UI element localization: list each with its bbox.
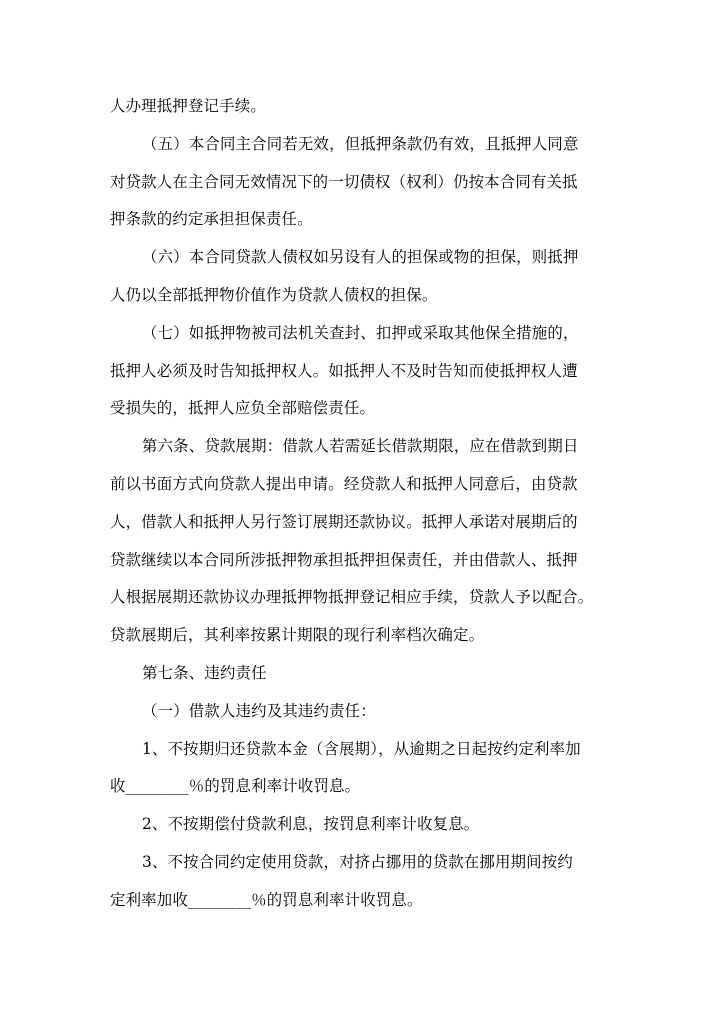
text-line: 2、不按期偿付贷款利息，按罚息利率计收复息。 xyxy=(142,815,480,834)
text-line: 贷款继续以本合同所涉抵押物承担抵押担保责任，并由借款人、抵押 xyxy=(110,550,578,569)
text-line: （一）借款人违约及其违约责任： xyxy=(142,701,376,720)
article-seven-heading xyxy=(110,655,615,693)
paragraph-clause-seven xyxy=(110,315,615,428)
text-line: 受损失的，抵押人应负全部赔偿责任。 xyxy=(110,399,376,418)
text-line: 押条款的约定承担担保责任。 xyxy=(110,210,313,229)
text-line: 第六条、贷款展期：借款人若需延长借款期限，应在借款到期日 xyxy=(142,437,579,456)
text-line: 前以书面方式向贷款人提出申请。经贷款人和抵押人同意后，由贷款 xyxy=(110,474,578,493)
text-line: 1、不按期归还贷款本金（含展期），从逾期之日起按约定利率加 xyxy=(142,739,581,758)
text-line: 抵押人必须及时告知抵押权人。如抵押人不及时告知而使抵押权人遭 xyxy=(110,361,578,380)
text-line: （七）如抵押物被司法机关查封、扣押或采取其他保全措施的， xyxy=(142,323,579,342)
paragraph-clause-five xyxy=(110,126,615,239)
text-line: 人办理抵押登记手续。 xyxy=(110,97,266,115)
paragraph-mortgage-registration xyxy=(110,88,615,126)
paragraph-article-six-extension xyxy=(110,428,615,655)
item-one-principal-overdue xyxy=(110,731,615,807)
item-three-misuse xyxy=(110,844,615,920)
text-line: 对贷款人在主合同无效情况下的一切债权（权利）仍按本合同有关抵 xyxy=(110,172,578,191)
text-line: 3、不按合同约定使用贷款，对挤占挪用的贷款在挪用期间按约 xyxy=(142,852,573,871)
text-line: （六）本合同贷款人债权如另设有人的担保或物的担保，则抵押 xyxy=(142,248,579,267)
text-line: 第七条、违约责任 xyxy=(142,663,267,682)
item-two-interest-overdue xyxy=(110,806,615,844)
text-line: （五）本合同主合同若无效，但抵押条款仍有效，且抵押人同意 xyxy=(142,134,579,153)
subsection-borrower-default xyxy=(110,693,615,731)
text-line: 人，借款人和抵押人另行签订展期还款协议。抵押人承诺对展期后的 xyxy=(110,512,578,531)
text-line: 收________％的罚息利率计收罚息。 xyxy=(110,777,361,796)
document-body xyxy=(110,88,615,920)
text-line: 人根据展期还款协议办理抵押物抵押登记相应手续，贷款人予以配合。 xyxy=(110,588,594,607)
text-line: 贷款展期后，其利率按累计期限的现行利率档次确定。 xyxy=(110,626,485,645)
text-line: 定利率加收________％的罚息利率计收罚息。 xyxy=(110,890,423,909)
text-line: 人仍以全部抵押物价值作为贷款人债权的担保。 xyxy=(110,285,438,304)
paragraph-clause-six xyxy=(110,239,615,315)
